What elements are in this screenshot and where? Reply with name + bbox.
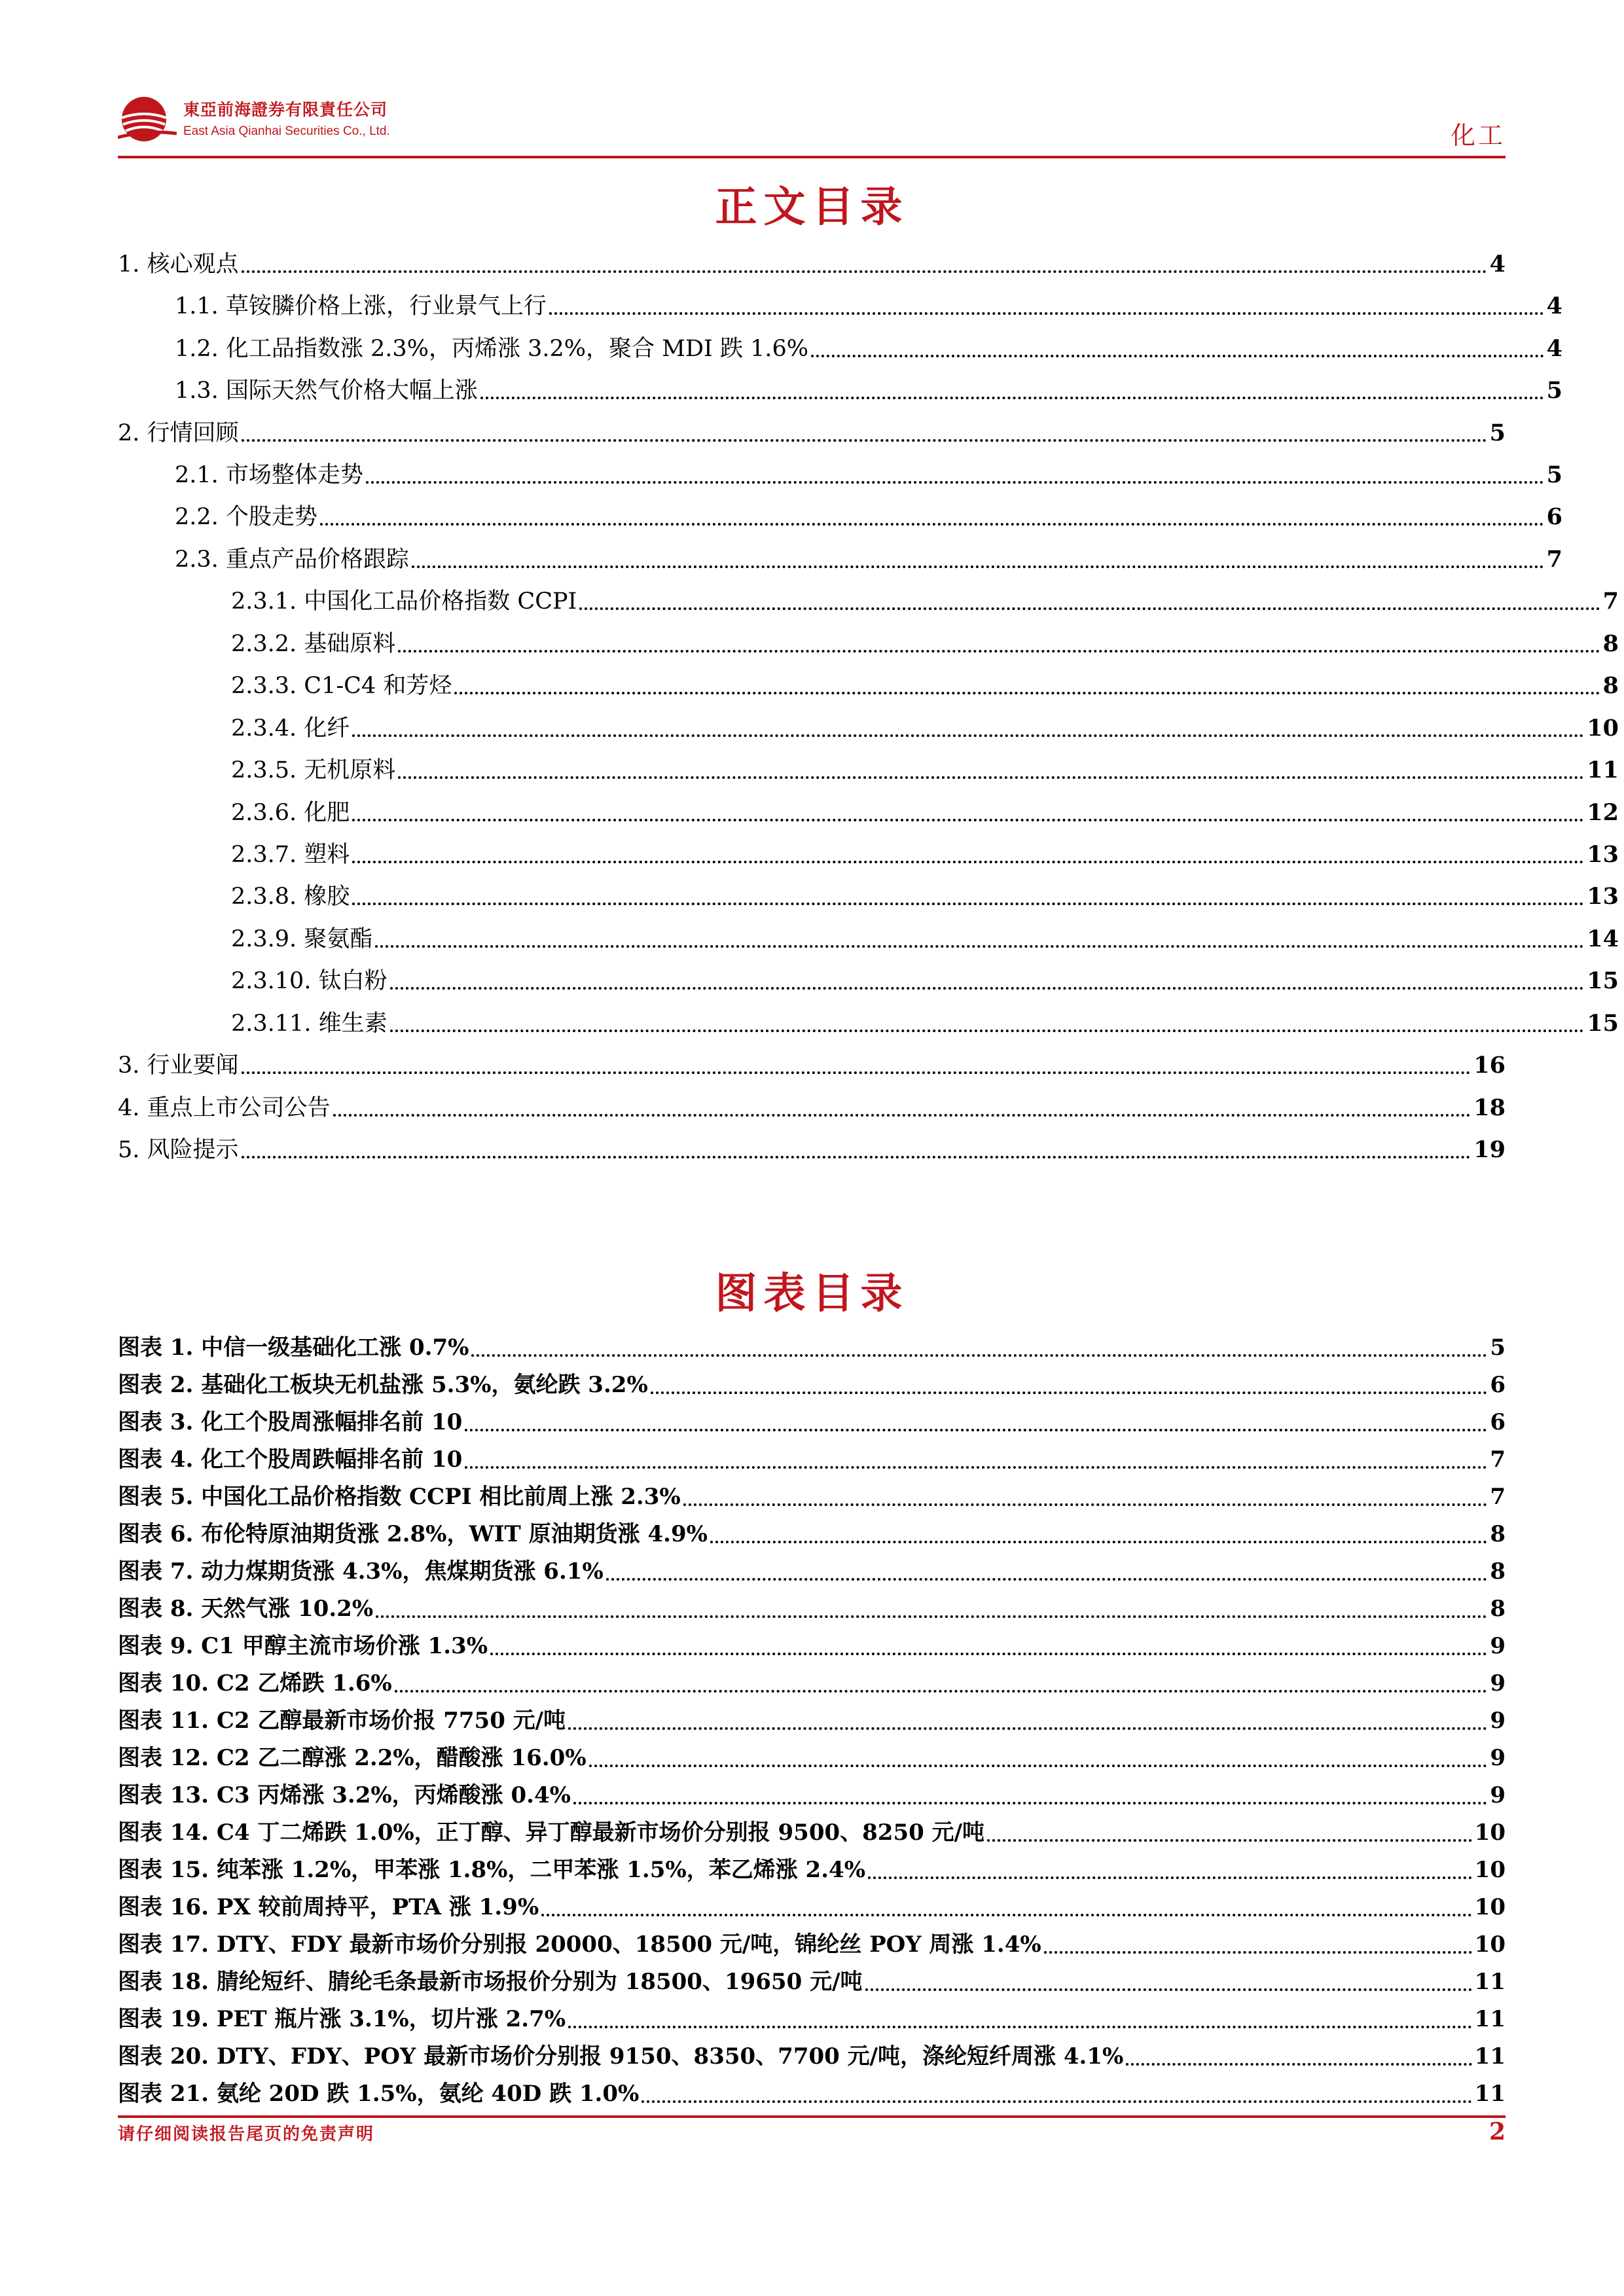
leader-dots xyxy=(333,1114,1471,1117)
toc-entry-text: 5. 风险提示 xyxy=(118,1137,239,1163)
toc-entry-text: 1. 核心观点 xyxy=(118,251,239,278)
figure-entry-text: 图表 17. DTY、FDY 最新市场价分别报 20000、18500 元/吨，锦纶丝 POY 周涨 1.4% xyxy=(118,1931,1041,1958)
leader-dots xyxy=(398,776,1584,779)
toc-entry[interactable] xyxy=(118,245,1506,278)
figure-entry[interactable] xyxy=(118,1591,1506,1623)
figure-entry-page: 11 xyxy=(1474,1969,1506,1995)
figure-entry-text: 图表 6. 布伦特原油期货涨 2.8%，WIT 原油期货涨 4.9% xyxy=(118,1521,708,1547)
figure-entry-text: 图表 15. 纯苯涨 1.2%，甲苯涨 1.8%，二甲苯涨 1.5%，苯乙烯涨 2.4% xyxy=(118,1857,866,1883)
leader-dots xyxy=(641,2100,1471,2103)
figure-entry[interactable] xyxy=(118,1964,1506,1996)
leader-dots xyxy=(868,1876,1472,1879)
industry-label: 化工 xyxy=(1450,121,1506,150)
figure-entry-text: 图表 9. C1 甲醇主流市场价涨 1.3% xyxy=(118,1633,488,1659)
leader-dots xyxy=(242,1156,1471,1158)
figure-entry-page: 9 xyxy=(1490,1633,1506,1659)
figure-entry[interactable] xyxy=(118,1815,1506,1846)
footer-disclaimer: 请仔细阅读报告尾页的免责声明 xyxy=(118,2125,375,2144)
figure-entry-text: 图表 2. 基础化工板块无机盐涨 5.3%，氨纶跌 3.2% xyxy=(118,1372,648,1398)
toc-entry-text: 2.1. 市场整体走势 xyxy=(175,462,363,488)
leader-dots xyxy=(242,270,1487,273)
leader-dots xyxy=(490,1653,1487,1655)
toc-entry-page: 11 xyxy=(1587,757,1619,783)
figure-entry-text: 图表 8. 天然气涨 10.2% xyxy=(118,1596,374,1622)
figures-title: 图表目录 xyxy=(715,1270,909,1318)
toc-entry-page: 15 xyxy=(1587,1010,1619,1037)
leader-dots xyxy=(683,1503,1488,1506)
toc-entry[interactable] xyxy=(118,541,1562,573)
toc-entry[interactable] xyxy=(118,1047,1506,1079)
leader-dots xyxy=(242,1071,1471,1074)
figure-entry-page: 9 xyxy=(1490,1708,1506,1734)
figure-entry[interactable] xyxy=(118,1516,1506,1548)
toc-entry[interactable] xyxy=(118,456,1562,489)
figure-entry[interactable] xyxy=(118,1554,1506,1585)
leader-dots xyxy=(366,481,1544,484)
leader-dots xyxy=(568,1727,1487,1730)
toc-entry[interactable] xyxy=(118,1131,1506,1164)
toc-entry-page: 13 xyxy=(1587,841,1619,868)
toc-entry-page: 4 xyxy=(1489,251,1506,278)
figure-entry[interactable] xyxy=(118,1778,1506,1809)
figure-entry-text: 图表 4. 化工个股周跌幅排名前 10 xyxy=(118,1446,463,1473)
figure-entry-page: 10 xyxy=(1474,1894,1506,1920)
leader-dots xyxy=(573,1802,1487,1804)
toc-entry[interactable] xyxy=(118,751,1619,784)
figure-entry[interactable] xyxy=(118,1367,1506,1399)
toc-entry[interactable] xyxy=(118,372,1562,404)
footer-divider xyxy=(118,2115,1506,2118)
leader-dots xyxy=(395,1690,1488,1693)
toc-entry-page: 10 xyxy=(1587,715,1619,742)
figure-entry-page: 9 xyxy=(1490,1782,1506,1808)
toc-entry-text: 3. 行业要闻 xyxy=(118,1052,239,1079)
leader-dots xyxy=(1044,1951,1472,1954)
leader-dots xyxy=(1126,2063,1471,2066)
figure-entry[interactable] xyxy=(118,1628,1506,1660)
figure-entry-text: 图表 14. C4 丁二烯跌 1.0%，正丁醇、异丁醇最新市场价分别报 9500、8250 元/吨 xyxy=(118,1820,985,1846)
toc-entry-text: 2.3.5. 无机原料 xyxy=(231,757,396,783)
company-name xyxy=(183,97,390,139)
toc-entry-text: 1.3. 国际天然气价格大幅上涨 xyxy=(175,378,478,404)
figure-entry-page: 11 xyxy=(1474,2081,1506,2107)
leader-dots xyxy=(412,565,1544,568)
figure-entry[interactable] xyxy=(118,2076,1506,2108)
toc-entry-page: 4 xyxy=(1546,335,1562,362)
figure-entry-text: 图表 18. 腈纶短纤、腈纶毛条最新市场报价分别为 18500、19650 元/吨 xyxy=(118,1969,863,1995)
figure-entry-page: 5 xyxy=(1490,1335,1506,1361)
toc-entry-page: 16 xyxy=(1473,1052,1506,1079)
figure-entry-text: 图表 11. C2 乙醇最新市场价报 7750 元/吨 xyxy=(118,1708,566,1734)
leader-dots xyxy=(352,819,1584,821)
toc-entry[interactable] xyxy=(118,583,1619,615)
toc-entry-text: 2.3.7. 塑料 xyxy=(231,842,350,868)
figure-entry-page: 6 xyxy=(1490,1372,1506,1398)
toc-entry-page: 5 xyxy=(1546,377,1562,404)
figure-entry[interactable] xyxy=(118,1927,1506,1958)
toc-entry[interactable] xyxy=(118,330,1562,363)
toc-entry[interactable] xyxy=(118,667,1619,700)
leader-dots xyxy=(320,523,1544,526)
toc-entry-text: 2.3.1. 中国化工品价格指数 CCPI xyxy=(231,588,577,615)
figure-entry[interactable] xyxy=(118,2039,1506,2070)
leader-dots xyxy=(390,987,1585,990)
figure-entry-page: 11 xyxy=(1474,2006,1506,2032)
figure-entry-page: 8 xyxy=(1490,1558,1506,1585)
leader-dots xyxy=(376,1615,1487,1618)
toc-entry-text: 1.1. 草铵膦价格上涨，行业景气上行 xyxy=(175,293,547,319)
leader-dots xyxy=(589,1765,1488,1767)
leader-dots xyxy=(579,607,1600,610)
figure-entry[interactable] xyxy=(118,1666,1506,1697)
toc-entry-text: 2. 行情回顾 xyxy=(118,420,239,446)
figure-entry-text: 图表 1. 中信一级基础化工涨 0.7% xyxy=(118,1335,469,1361)
leader-dots xyxy=(242,439,1487,442)
toc-entry-page: 5 xyxy=(1489,420,1506,446)
toc-entry-page: 13 xyxy=(1587,883,1619,910)
figure-entry-text: 图表 21. 氨纶 20D 跌 1.5%，氨纶 40D 跌 1.0% xyxy=(118,2081,640,2107)
figure-entry-page: 10 xyxy=(1474,1820,1506,1846)
toc-entry[interactable] xyxy=(118,625,1619,658)
leader-dots xyxy=(541,1914,1472,1916)
toc-entry[interactable] xyxy=(118,414,1506,447)
toc-entry-page: 19 xyxy=(1473,1136,1506,1163)
figure-entry[interactable] xyxy=(118,1442,1506,1473)
leader-dots xyxy=(465,1429,1487,1431)
toc-entry-text: 2.3. 重点产品价格跟踪 xyxy=(175,547,409,573)
figure-entry-page: 10 xyxy=(1474,1931,1506,1958)
toc-entry-page: 14 xyxy=(1587,925,1619,952)
toc-entry[interactable] xyxy=(118,962,1619,995)
figure-entry-page: 7 xyxy=(1490,1484,1506,1510)
figure-entry-page: 8 xyxy=(1490,1596,1506,1622)
toc-entry-page: 8 xyxy=(1602,630,1619,657)
figure-entry[interactable] xyxy=(118,1740,1506,1772)
leader-dots xyxy=(651,1391,1488,1394)
figure-entry-text: 图表 3. 化工个股周涨幅排名前 10 xyxy=(118,1409,463,1435)
toc-entry-page: 6 xyxy=(1546,503,1562,530)
figure-entry-page: 9 xyxy=(1490,1670,1506,1696)
leader-dots xyxy=(352,734,1584,737)
figure-entry-text: 图表 19. PET 瓶片涨 3.1%，切片涨 2.7% xyxy=(118,2006,566,2032)
toc-entry-text: 2.3.9. 聚氨酯 xyxy=(231,926,373,952)
toc-entry-text: 2.3.3. C1-C4 和芳烃 xyxy=(231,673,452,699)
company-logo-icon xyxy=(118,92,177,151)
leader-dots xyxy=(390,1030,1585,1032)
figure-entry[interactable] xyxy=(118,2001,1506,2033)
leader-dots xyxy=(987,1839,1472,1842)
toc-entry-page: 4 xyxy=(1546,293,1562,319)
leader-dots xyxy=(549,312,1544,315)
figure-entry-text: 图表 12. C2 乙二醇涨 2.2%，醋酸涨 16.0% xyxy=(118,1745,586,1771)
leader-dots xyxy=(352,861,1584,863)
leader-dots xyxy=(375,945,1584,948)
leader-dots xyxy=(811,355,1544,357)
figure-entry-text: 图表 16. PX 较前周持平，PTA 涨 1.9% xyxy=(118,1894,539,1920)
toc-entry-text: 2.3.6. 化肥 xyxy=(231,800,350,826)
toc-entry-page: 15 xyxy=(1587,967,1619,994)
header-divider xyxy=(118,156,1506,158)
toc-entry-text: 2.3.2. 基础原料 xyxy=(231,631,396,657)
page-number: 2 xyxy=(1489,2118,1506,2145)
figure-entry-page: 8 xyxy=(1490,1521,1506,1547)
figure-entry-page: 11 xyxy=(1474,2043,1506,2070)
figure-entry[interactable] xyxy=(118,1330,1506,1361)
company-name-en: East Asia Qianhai Securities Co., Ltd. xyxy=(183,124,390,138)
toc-entry[interactable] xyxy=(118,794,1619,827)
leader-dots xyxy=(465,1466,1487,1469)
page-header xyxy=(118,85,1506,157)
toc-entry[interactable] xyxy=(118,836,1619,869)
figure-entry-page: 9 xyxy=(1490,1745,1506,1771)
toc-entry[interactable] xyxy=(118,1005,1619,1037)
leader-dots xyxy=(352,903,1584,905)
toc-entry-text: 2.3.4. 化纤 xyxy=(231,715,350,742)
toc-entry-page: 7 xyxy=(1602,588,1619,615)
figure-entry-page: 6 xyxy=(1490,1409,1506,1435)
figure-entry[interactable] xyxy=(118,1703,1506,1734)
toc-entry-text: 4. 重点上市公司公告 xyxy=(118,1095,331,1121)
toc-entry[interactable] xyxy=(118,878,1619,910)
toc-entry[interactable] xyxy=(118,498,1562,531)
company-name-cn: 東亞前海證券有限責任公司 xyxy=(183,100,388,119)
figure-entry-page: 7 xyxy=(1490,1446,1506,1473)
figure-entry-text: 图表 20. DTY、FDY、POY 最新市场价分别报 9150、8350、7700 元/吨，涤纶短纤周涨 4.1% xyxy=(118,2043,1124,2070)
toc-title: 正文目录 xyxy=(715,183,909,232)
figure-entry-text: 图表 13. C3 丙烯涨 3.2%，丙烯酸涨 0.4% xyxy=(118,1782,571,1808)
leader-dots xyxy=(454,692,1600,694)
leader-dots xyxy=(606,1578,1488,1581)
figure-entry[interactable] xyxy=(118,1479,1506,1511)
figure-entry[interactable] xyxy=(118,1405,1506,1436)
leader-dots xyxy=(471,1354,1487,1357)
toc-entry-page: 8 xyxy=(1602,672,1619,699)
toc-entry-page: 5 xyxy=(1546,461,1562,488)
toc-entry-text: 2.3.8. 橡胶 xyxy=(231,884,350,910)
toc-entry-page: 12 xyxy=(1587,799,1619,826)
toc-entry[interactable] xyxy=(118,287,1562,320)
toc-entry-page: 7 xyxy=(1546,546,1562,573)
figure-entry-text: 图表 10. C2 乙烯跌 1.6% xyxy=(118,1670,392,1696)
toc-entry-text: 2.3.11. 维生素 xyxy=(231,1011,388,1037)
leader-dots xyxy=(865,1988,1472,1991)
toc-entry-text: 2.2. 个股走势 xyxy=(175,504,317,530)
leader-dots xyxy=(480,397,1544,399)
leader-dots xyxy=(398,650,1600,653)
toc-entry-text: 1.2. 化工品指数涨 2.3%，丙烯涨 3.2%，聚合 MDI 跌 1.6% xyxy=(175,336,809,362)
figure-entry[interactable] xyxy=(118,1852,1506,1884)
toc-entry[interactable] xyxy=(118,920,1619,953)
leader-dots xyxy=(710,1541,1487,1543)
toc-entry-text: 2.3.10. 钛白粉 xyxy=(231,968,388,994)
figure-entry-text: 图表 5. 中国化工品价格指数 CCPI 相比前周上涨 2.3% xyxy=(118,1484,681,1510)
figure-entry-text: 图表 7. 动力煤期货涨 4.3%，焦煤期货涨 6.1% xyxy=(118,1558,604,1585)
figure-entry-page: 10 xyxy=(1474,1857,1506,1883)
toc-entry[interactable] xyxy=(118,709,1619,742)
toc-entry[interactable] xyxy=(118,1089,1506,1122)
figure-entry[interactable] xyxy=(118,1890,1506,1921)
toc-entry-page: 18 xyxy=(1473,1094,1506,1121)
leader-dots xyxy=(568,2026,1472,2028)
